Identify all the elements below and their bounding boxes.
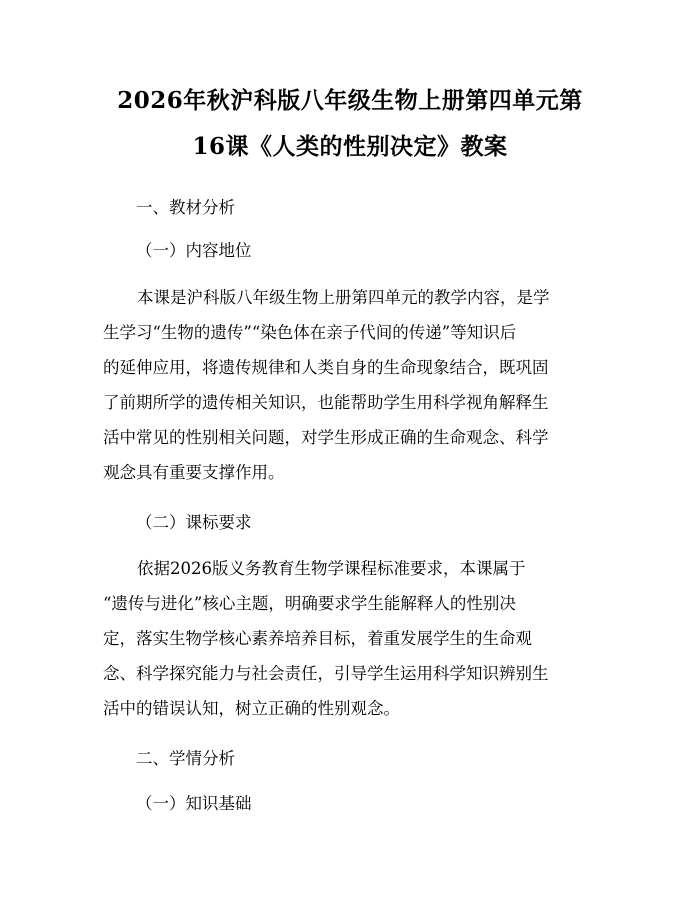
document-title-line-1: 2026年秋沪科版八年级生物上册第四单元第 (117, 87, 583, 114)
paragraph-line: 了前期所学的遗传相关知识，也能帮助学生用科学视角解释生 (103, 393, 549, 412)
paragraph-line: 活中的错误认知，树立正确的性别观念。 (103, 699, 400, 718)
paragraph-line: 的延伸应用，将遗传规律和人类自身的生命现象结合，既巩固 (103, 358, 549, 377)
paragraph-line: 观念具有重要支撑作用。 (103, 463, 285, 482)
paragraph-line: 定，落实生物学核心素养培养目标，着重发展学生的生命观 (103, 629, 532, 648)
section-heading-teaching-material: 一、教材分析 (136, 198, 235, 217)
paragraph-line: 生学习“生物的遗传”“染色体在亲子代间的传递”等知识后 (103, 323, 517, 342)
paragraph-line: 本课是沪科版八年级生物上册第四单元的教学内容，是学 (137, 288, 550, 307)
section-heading-student-analysis: 二、学情分析 (136, 749, 235, 768)
paragraph-line: 依据2026版义务教育生物学课程标准要求，本课属于 (137, 559, 526, 578)
document-title-line-2: 16课《人类的性别决定》教案 (192, 133, 508, 160)
subsection-heading-curriculum-requirements: （二）课标要求 (136, 513, 252, 532)
subsection-heading-knowledge-foundation: （一）知识基础 (136, 794, 252, 813)
subsection-heading-content-position: （一）内容地位 (136, 241, 252, 260)
paragraph-line: 活中常见的性别相关问题，对学生形成正确的生命观念、科学 (103, 428, 549, 447)
paragraph-line: 念、科学探究能力与社会责任，引导学生运用科学知识辨别生 (103, 664, 549, 683)
paragraph-line: “遗传与进化”核心主题，明确要求学生能解释人的性别决 (103, 594, 516, 613)
